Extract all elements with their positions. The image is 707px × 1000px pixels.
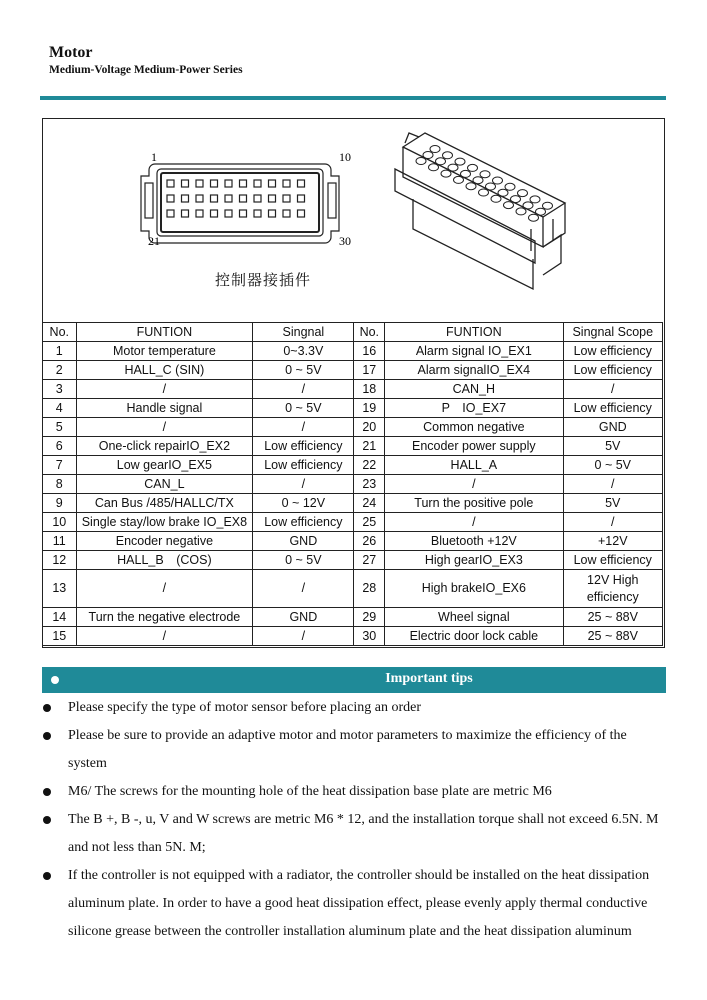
table-cell: CAN_H: [385, 380, 563, 399]
table-cell: Low gearIO_EX5: [76, 456, 253, 475]
bullet-icon: [43, 732, 51, 740]
pin-icon: [240, 180, 247, 187]
table-cell: 11: [43, 532, 77, 551]
tip-text: Please be sure to provide an adaptive motor and motor parameters to maximize the efficiency of the system: [68, 728, 627, 771]
table-cell: /: [385, 513, 563, 532]
pin-icon: [254, 195, 261, 202]
table-cell: Electric door lock cable: [385, 627, 563, 646]
socket-hole-icon: [468, 164, 478, 171]
table-cell: Low efficiency: [253, 456, 354, 475]
socket-hole-icon: [429, 164, 439, 171]
table-cell: /: [76, 627, 253, 646]
table-cell: /: [76, 380, 253, 399]
socket-hole-icon: [443, 152, 453, 159]
table-cell: 25: [354, 513, 385, 532]
bullet-icon: [43, 872, 51, 880]
table-cell: 9: [43, 494, 77, 513]
table-cell: /: [563, 475, 662, 494]
table-cell: Alarm signalIO_EX4: [385, 361, 563, 380]
pin-icon: [240, 210, 247, 217]
socket-hole-icon: [491, 195, 501, 202]
table-cell: +12V: [563, 532, 662, 551]
socket-hole-icon: [479, 189, 489, 196]
tip-text: The B +, B -, u, V and W screws are metric M6 * 12, and the installation torque shall not exceed 6.5N. M and not less than 5N. M;: [68, 812, 659, 855]
tip-text: M6/ The screws for the mounting hole of the heat dissipation base plate are metric M6: [68, 784, 552, 799]
table-cell: 14: [43, 608, 77, 627]
socket-hole-icon: [523, 202, 533, 209]
table-row: [43, 513, 663, 532]
socket-hole-icon: [448, 164, 458, 171]
table-cell: Low efficiency: [563, 361, 662, 380]
table-cell: /: [253, 627, 354, 646]
table-cell: 25 ~ 88V: [563, 627, 662, 646]
table-row: [43, 494, 663, 513]
table-cell: 16: [354, 342, 385, 361]
table-header-row: [43, 323, 663, 342]
tips-list: [40, 694, 666, 946]
table-row: [43, 627, 663, 646]
column-header: Singnal: [253, 323, 354, 342]
tip-item: [40, 694, 666, 722]
table-cell: 0 ~ 5V: [253, 551, 354, 570]
table-cell: /: [76, 418, 253, 437]
pin-icon: [182, 195, 189, 202]
table-cell: 15: [43, 627, 77, 646]
page-title: Motor: [49, 44, 93, 61]
socket-hole-icon: [511, 196, 521, 203]
pin-icon: [254, 180, 261, 187]
connector-3d-view: [395, 133, 565, 289]
table-cell: Turn the positive pole: [385, 494, 563, 513]
table-cell: HALL_C (SIN): [76, 361, 253, 380]
table-cell: 5V: [563, 437, 662, 456]
table-cell: Low efficiency: [563, 399, 662, 418]
table-cell: /: [253, 418, 354, 437]
tip-text: If the controller is not equipped with a radiator, the controller should be installed on the heat dissipation aluminum plate. In order to have a good heat dissipation effect, please evenly apply thermal conductive silicone grease between the controller installation aluminum plate and the heat dissipation aluminum: [68, 868, 650, 939]
pin-label-21: 21: [148, 234, 160, 248]
bullet-icon: [43, 816, 51, 824]
column-header: No.: [43, 323, 77, 342]
table-cell: 25 ~ 88V: [563, 608, 662, 627]
table-cell: 0 ~ 12V: [253, 494, 354, 513]
pin-icon: [196, 180, 203, 187]
table-cell: High brakeIO_EX6: [385, 570, 563, 608]
table-cell: 10: [43, 513, 77, 532]
socket-hole-icon: [543, 202, 553, 209]
connector-front-view: [43, 119, 664, 323]
socket-hole-icon: [493, 177, 503, 184]
tip-item: [40, 778, 666, 806]
table-cell: /: [563, 380, 662, 399]
socket-hole-icon: [430, 146, 440, 153]
pin-icon: [182, 210, 189, 217]
pin-icon: [196, 195, 203, 202]
table-cell: 3: [43, 380, 77, 399]
table-cell: 0~3.3V: [253, 342, 354, 361]
pin-icon: [182, 180, 189, 187]
pin-icon: [283, 210, 290, 217]
socket-hole-icon: [536, 208, 546, 215]
table-row: [43, 608, 663, 627]
column-header: FUNTION: [385, 323, 563, 342]
table-cell: Handle signal: [76, 399, 253, 418]
connector-pinout-panel: [42, 118, 665, 648]
table-cell: 30: [354, 627, 385, 646]
socket-hole-icon: [455, 158, 465, 165]
socket-hole-icon: [530, 196, 540, 203]
socket-hole-icon: [436, 158, 446, 165]
table-cell: 29: [354, 608, 385, 627]
pin-label-10: 10: [339, 150, 351, 164]
pin-label-1: 1: [151, 150, 157, 164]
table-cell: One-click repairIO_EX2: [76, 437, 253, 456]
socket-hole-icon: [498, 189, 508, 196]
column-header: No.: [354, 323, 385, 342]
table-cell: Can Bus /485/HALLC/TX: [76, 494, 253, 513]
table-cell: 12V High efficiency: [563, 570, 662, 608]
column-header: Singnal Scope: [563, 323, 662, 342]
tip-item: [40, 862, 666, 946]
bullet-icon: [43, 788, 51, 796]
table-cell: Low efficiency: [253, 513, 354, 532]
table-cell: 0 ~ 5V: [253, 361, 354, 380]
socket-hole-icon: [504, 202, 514, 209]
connector-figure: [43, 119, 664, 323]
pin-icon: [167, 180, 174, 187]
page-subtitle: Medium-Voltage Medium-Power Series: [49, 64, 243, 76]
column-header: FUNTION: [76, 323, 253, 342]
table-cell: HALL_A: [385, 456, 563, 475]
socket-hole-icon: [454, 176, 464, 183]
pin-icon: [211, 195, 218, 202]
table-cell: Alarm signal IO_EX1: [385, 342, 563, 361]
table-cell: GND: [253, 532, 354, 551]
table-cell: High gearIO_EX3: [385, 551, 563, 570]
pin-icon: [269, 210, 276, 217]
table-cell: Low efficiency: [563, 342, 662, 361]
pin-icon: [254, 210, 261, 217]
table-cell: 21: [354, 437, 385, 456]
table-cell: P IO_EX7: [385, 399, 563, 418]
table-cell: 20: [354, 418, 385, 437]
socket-hole-icon: [473, 177, 483, 184]
table-cell: 0 ~ 5V: [253, 399, 354, 418]
table-row: [43, 551, 663, 570]
figure-caption: 控制器接插件: [214, 271, 311, 289]
table-cell: 5V: [563, 494, 662, 513]
pin-icon: [298, 180, 305, 187]
pin-icon: [225, 180, 232, 187]
table-cell: 28: [354, 570, 385, 608]
tip-item: [40, 722, 666, 778]
table-cell: 22: [354, 456, 385, 475]
tip-text: Please specify the type of motor sensor before placing an order: [68, 700, 421, 715]
table-cell: 6: [43, 437, 77, 456]
pinout-table: [42, 322, 663, 646]
pin-icon: [167, 195, 174, 202]
socket-hole-icon: [486, 183, 496, 190]
pin-icon: [225, 195, 232, 202]
important-tips-header: [42, 667, 666, 693]
table-row: [43, 456, 663, 475]
table-cell: GND: [563, 418, 662, 437]
socket-hole-icon: [518, 190, 528, 197]
table-cell: 4: [43, 399, 77, 418]
table-cell: Encoder power supply: [385, 437, 563, 456]
pin-label-30: 30: [339, 234, 351, 248]
table-cell: Motor temperature: [76, 342, 253, 361]
table-cell: Single stay/low brake IO_EX8: [76, 513, 253, 532]
table-cell: GND: [253, 608, 354, 627]
table-cell: 17: [354, 361, 385, 380]
socket-hole-icon: [529, 214, 539, 221]
tips-title: Important tips: [385, 671, 473, 686]
bullet-icon: [43, 704, 51, 712]
pin-icon: [225, 210, 232, 217]
socket-hole-icon: [480, 171, 490, 178]
pin-icon: [167, 210, 174, 217]
table-row: [43, 418, 663, 437]
socket-hole-icon: [466, 183, 476, 190]
tip-item: [40, 806, 666, 862]
pin-icon: [240, 195, 247, 202]
table-cell: 5: [43, 418, 77, 437]
socket-hole-icon: [516, 208, 526, 215]
table-row: [43, 342, 663, 361]
pin-icon: [298, 195, 305, 202]
table-row: [43, 570, 663, 608]
table-cell: 0 ~ 5V: [563, 456, 662, 475]
header-divider: [40, 96, 666, 100]
table-cell: HALL_B (COS): [76, 551, 253, 570]
table-cell: 2: [43, 361, 77, 380]
pin-icon: [196, 210, 203, 217]
table-cell: 23: [354, 475, 385, 494]
pin-icon: [283, 180, 290, 187]
socket-hole-icon: [441, 170, 451, 177]
table-cell: 1: [43, 342, 77, 361]
socket-hole-icon: [461, 170, 471, 177]
table-cell: /: [76, 570, 253, 608]
table-cell: Wheel signal: [385, 608, 563, 627]
pin-icon: [298, 210, 305, 217]
table-row: [43, 380, 663, 399]
table-cell: CAN_L: [76, 475, 253, 494]
table-cell: Encoder negative: [76, 532, 253, 551]
socket-hole-icon: [505, 183, 515, 190]
table-cell: /: [563, 513, 662, 532]
table-row: [43, 399, 663, 418]
table-cell: 12: [43, 551, 77, 570]
pin-icon: [269, 195, 276, 202]
table-cell: Bluetooth +12V: [385, 532, 563, 551]
socket-hole-icon: [423, 152, 433, 159]
table-cell: 7: [43, 456, 77, 475]
table-cell: Turn the negative electrode: [76, 608, 253, 627]
table-cell: 26: [354, 532, 385, 551]
table-cell: 19: [354, 399, 385, 418]
pin-icon: [269, 180, 276, 187]
table-cell: 27: [354, 551, 385, 570]
table-cell: /: [253, 570, 354, 608]
table-cell: Common negative: [385, 418, 563, 437]
pin-icon: [211, 210, 218, 217]
table-row: [43, 475, 663, 494]
table-cell: /: [253, 380, 354, 399]
table-cell: /: [385, 475, 563, 494]
table-cell: 24: [354, 494, 385, 513]
table-row: [43, 361, 663, 380]
table-cell: 8: [43, 475, 77, 494]
table-cell: 18: [354, 380, 385, 399]
table-cell: /: [253, 475, 354, 494]
pin-icon: [211, 180, 218, 187]
table-row: [43, 437, 663, 456]
table-cell: Low efficiency: [563, 551, 662, 570]
table-cell: Low efficiency: [253, 437, 354, 456]
table-cell: 13: [43, 570, 77, 608]
socket-hole-icon: [416, 158, 426, 165]
table-row: [43, 532, 663, 551]
pin-icon: [283, 195, 290, 202]
